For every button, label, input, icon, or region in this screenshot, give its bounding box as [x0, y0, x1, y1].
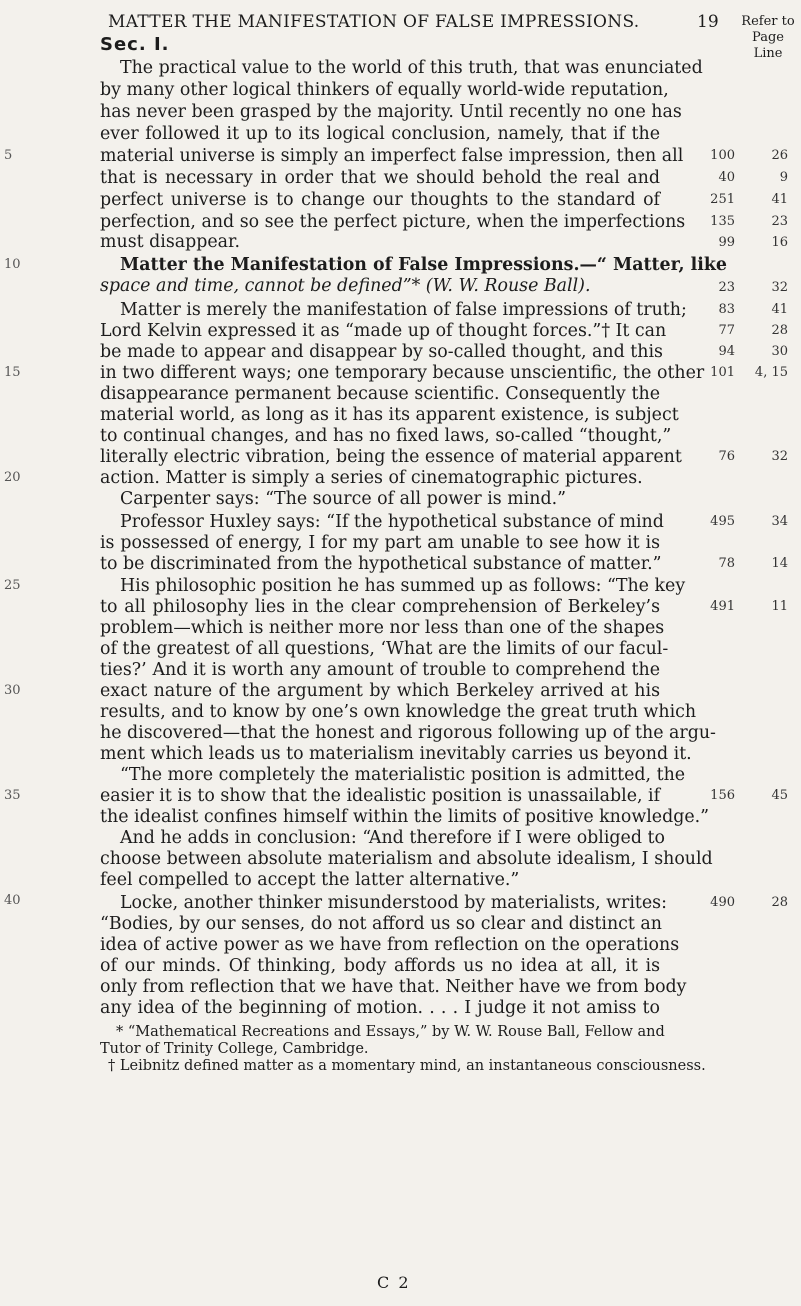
ref-page: 99 — [718, 235, 735, 250]
text-line: he discovered—that the honest and rigorous following up of the argu- — [100, 723, 716, 743]
text-line: problem—which is neither more nor less than one of the shapes — [100, 618, 665, 638]
ref-line: 9 — [779, 170, 788, 185]
footnote-line: † Leibnitz defined matter as a momentary mind, an instantaneous consciousness. — [108, 1058, 706, 1074]
text-line: Lord Kelvin expressed it as “made up of thought forces.”† It can — [100, 321, 667, 341]
ref-page: 83 — [718, 302, 735, 317]
text-line: ment which leads us to materialism inevitably carries us beyond it. — [100, 744, 692, 764]
ref-page: 100 — [710, 148, 735, 163]
text-line: Locke, another thinker misunderstood by materialists, writes: — [120, 893, 667, 913]
text-line: perfection, and so see the perfect picture, when the imperfections — [100, 212, 686, 232]
line-number: 25 — [4, 578, 21, 593]
ref-line: 26 — [771, 148, 788, 163]
section-label: Sec. I. — [100, 34, 170, 55]
ref-line: 23 — [771, 214, 788, 229]
text-line: action. Matter is simply a series of cinematographic pictures. — [100, 468, 643, 488]
ref-line: 41 — [771, 192, 788, 207]
signature-mark: C 2 — [377, 1273, 411, 1292]
ref-page: 491 — [710, 599, 735, 614]
text-line: is possessed of energy, I for my part am unable to see how it is — [100, 533, 660, 553]
ref-line: 32 — [771, 449, 788, 464]
ref-page: 94 — [718, 344, 735, 359]
refer-heading — [738, 14, 798, 62]
line-number: 30 — [4, 683, 21, 698]
ref-page: 76 — [718, 449, 735, 464]
ref-page: 101 — [710, 365, 735, 380]
ref-line: 16 — [771, 235, 788, 250]
text-line: literally electric vibration, being the essence of material apparent — [100, 447, 682, 467]
line-number: 20 — [4, 470, 21, 485]
ref-page: 23 — [718, 280, 735, 295]
ref-line: 41 — [771, 302, 788, 317]
text-line: in two different ways; one temporary because unscientific, the other — [100, 363, 705, 383]
text-line: “The more completely the materialistic position is admitted, the — [120, 765, 686, 785]
text-line: results, and to know by one’s own knowledge the great truth which — [100, 702, 697, 722]
text-line: The practical value to the world of this truth, that was enunciated — [120, 58, 703, 78]
text-line: disappearance permanent because scientific. Consequently the — [100, 384, 660, 404]
running-head: MATTER THE MANIFESTATION OF FALSE IMPRESSIONS. — [108, 12, 640, 32]
text-line: ties?’ And it is worth any amount of trouble to comprehend the — [100, 660, 660, 680]
ref-line: 11 — [771, 599, 788, 614]
text-line: idea of active power as we have from reflection on the operations — [100, 935, 680, 955]
text-line: easier it is to show that the idealistic position is unassailable, if — [100, 786, 661, 806]
ref-line: 28 — [771, 895, 788, 910]
line-number: 10 — [4, 257, 21, 272]
text-line: Matter is merely the manifestation of false impressions of truth; — [120, 300, 687, 320]
text-line: must disappear. — [100, 232, 240, 252]
ref-page: 490 — [710, 895, 735, 910]
page-line-label: Page Line — [752, 30, 784, 61]
text-line: to continual changes, and has no fixed laws, so-called “thought,” — [100, 426, 672, 446]
ref-page: 40 — [718, 170, 735, 185]
text-line: to all philosophy lies in the clear comprehension of Berkeley’s — [100, 597, 660, 617]
ref-line: 28 — [771, 323, 788, 338]
footnote-line: * “Mathematical Recreations and Essays,” by W. W. Rouse Ball, Fellow and — [116, 1024, 665, 1040]
text-line: of the greatest of all questions, ‘What are the limits of our facul- — [100, 639, 669, 659]
text-line: Professor Huxley says: “If the hypothetical substance of mind — [120, 512, 664, 532]
text-line: by many other logical thinkers of equally world-wide reputation, — [100, 80, 669, 100]
page-number: 19 — [697, 12, 719, 32]
line-number: 35 — [4, 788, 21, 803]
text-line: be made to appear and disappear by so-called thought, and this — [100, 342, 663, 362]
ref-line: 34 — [771, 514, 788, 529]
ref-page: 78 — [718, 556, 735, 571]
ref-page: 77 — [718, 323, 735, 338]
subheading-line: Matter the Manifestation of False Impressions.—“ Matter, like — [120, 255, 727, 275]
line-number: 5 — [4, 148, 13, 163]
ref-page: 495 — [710, 514, 735, 529]
ref-line: 45 — [771, 788, 788, 803]
text-line: exact nature of the argument by which Berkeley arrived at his — [100, 681, 660, 701]
refer-to-label: Refer to — [741, 14, 795, 29]
text-line: feel compelled to accept the latter alternative.” — [100, 870, 520, 890]
text-line: perfect universe is to change our thoughts to the standard of — [100, 190, 660, 210]
ref-line: 4, 15 — [754, 365, 788, 380]
ref-page: 156 — [710, 788, 735, 803]
line-number: 40 — [4, 893, 21, 908]
text-line: that is necessary in order that we should behold the real and — [100, 168, 660, 188]
ref-page: 251 — [710, 192, 735, 207]
text-line: of our minds. Of thinking, body affords us no idea at all, it is — [100, 956, 660, 976]
text-line: And he adds in conclusion: “And therefore if I were obliged to — [120, 828, 665, 848]
text-line: to be discriminated from the hypothetical substance of matter.” — [100, 554, 662, 574]
text-line: ever followed it up to its logical conclusion, namely, that if the — [100, 124, 660, 144]
text-line: “Bodies, by our senses, do not afford us so clear and distinct an — [100, 914, 663, 934]
text-line: Carpenter says: “The source of all power is mind.” — [120, 489, 567, 509]
ref-page: 135 — [710, 214, 735, 229]
text-line: His philosophic position he has summed up as follows: “The key — [120, 576, 686, 596]
text-line: has never been grasped by the majority. Until recently no one has — [100, 102, 682, 122]
text-line: choose between absolute materialism and absolute idealism, I should — [100, 849, 713, 869]
text-line: material universe is simply an imperfect false impression, then all — [100, 146, 684, 166]
text-line: any idea of the beginning of motion. . . . I judge it not amiss to — [100, 998, 660, 1018]
text-line: space and time, cannot be defined”* (W. W. Rouse Ball). — [100, 276, 591, 296]
text-line: only from reflection that we have that. Neither have we from body — [100, 977, 687, 997]
ref-line: 32 — [771, 280, 788, 295]
text-line: the idealist confines himself within the limits of positive knowledge.” — [100, 807, 710, 827]
line-number: 15 — [4, 365, 21, 380]
text-line: material world, as long as it has its apparent existence, is subject — [100, 405, 679, 425]
ref-line: 14 — [771, 556, 788, 571]
footnote-line: Tutor of Trinity College, Cambridge. — [100, 1041, 369, 1057]
ref-line: 30 — [771, 344, 788, 359]
